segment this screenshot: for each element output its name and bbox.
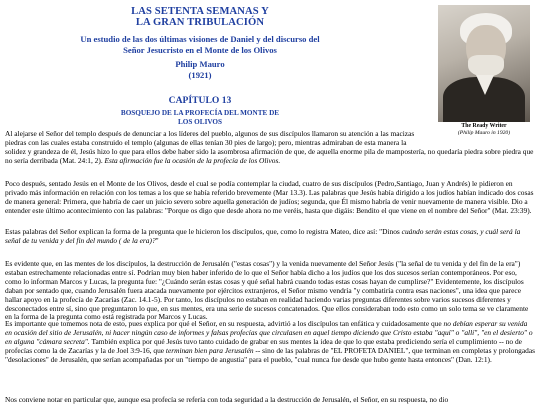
paragraph-1-emphasis: Esta afirmación fue la ocasión de la profecía de los Olivos.	[104, 155, 281, 165]
paragraph-5-emphasis-2: terminan bien para Jerusalén	[165, 345, 254, 355]
paragraph-1-text: Al alejarse el Señor del templo después de denunciar a los líderes del pueblo, algunos de sus discípulos llamaron su atención a las macizas piedras con las cuales estaba construido el templo (algunas de ellas tenían 30 pies de largo); pero, mientras admiraban de esta manera la	[5, 129, 415, 147]
portrait-caption	[438, 123, 530, 136]
paragraph-1-continued-text: solidez y grandeza de él, Jesús hizo lo que para ellos debe haber sido la asombrosa afirmación de que, de aquella enorme pila de mampostería, no quedaría piedra sobre piedra que no sería derribada (Mat. 24:1, 2).	[5, 147, 534, 165]
publication-year: (1921)	[188, 69, 212, 80]
paragraph-3-close: "	[155, 235, 159, 245]
paragraph-5	[5, 320, 535, 365]
paragraph-1	[5, 130, 433, 148]
paragraph-5-text-c: -- sino de las palabras de "EL PROFETA DANIEL", que terminan en completas y prolongadas "desolaciones" de Jerusalén, que serían acompañadas por un "tiempo de angustia" para el pueblo, "cual nunca fue desde que hubo gente hasta entonces" (Dan. 12:1).	[5, 345, 535, 364]
paragraph-3-emphasis: cuándo serán estas cosas, y cuál será la señal de tu venida y del fin del mundo ( de la era)?	[5, 227, 521, 245]
paragraph-2: Poco después, sentado Jesús en el Monte de los Olivos, desde el cual se podía contemplar la ciudad, cuatro de sus discípulos (Pedro,Santiago, Juan y Andrés) le pidieron en privado más información en relación con los temas a los que se había referido brevemente (Mar 13.3). Las palabras que Jesús había dirigido a los judíos habían indicado dos cosas de manera general: Primera, que habría de caer un juicio severo sobre aquella generación de judíos; segunda, que Él mismo habría de venir nuevamente de manera visible. Dio a entender este último acontecimiento con las palabras: "Porque os digo que desde ahora no me veréis, hasta que digáis: Bendito el que viene en el nombre del Señor" (Mat. 23:39).	[5, 179, 534, 215]
paragraph-4: Es evidente que, en las mentes de los discípulos, la destrucción de Jerusalén ("estas cosas") y la venida nuevamente del Señor Jesús ("la señal de tu venida y del fin de la era") estaban estrechamente relacionadas entre sí. Podrían muy bien haber inferido de lo que el Señor había dicho a los judíos que los dos sucesos serían contemporáneos. Por eso, como lo informan Marcos y Lucas, la pregunta fue: "¿Cuándo serán estas cosas y qué señal habrá cuando todas estas cosas hayan de cumplirse?" Evidentemente, los discípulos daban por sentado que, cuando Jerusalén fuera atacada nuevamente por ejércitos extranjeros, el Señor mismo vendría "y combatiría contra esas naciones", una idea que parece hallar apoyo en la profecía de Zacarías (Zac. 14.1-5). Por tanto, los discípulos no estaban en realidad haciendo varias preguntas diferentes sobre varios sucesos diferentes y desconectados entre sí, sino que preguntaron lo que, en sus mentes, era una serie de sucesos concatenados. Que ellos consideraban todo esto como un solo tema se ve claramente en la forma de la pregunta como está registrada por Marcos y Lucas.	[5, 259, 529, 322]
book-title-line-2: LA GRAN TRIBULACIÓN	[135, 17, 265, 28]
book-subtitle: Un estudio de las dos últimas visiones de Daniel y del discurso del Señor Jesucristo en el Monte de los Olivos	[80, 34, 320, 55]
paragraph-5-text-b: También explica por qué Jesús tuvo tanto cuidado de grabar en sus mentes la idea de que lo que estaba prediciendo sería el cumplimiento -- no de profecías como la de Zacarías y la de Joel 3:9-16, que	[5, 336, 522, 355]
author-portrait	[438, 5, 530, 122]
chapter-heading: CAPÍTULO 13	[168, 95, 232, 106]
paragraph-5-emphasis: no debían esperar su venida en ocasión del sitio de Jerusalén, ni hacer ningún caso de informes y falsas profecías que circulasen en aquel tiempo diciendo que Cristo estaba "aquí" o "allí", "en el desierto" o en alguna "cámara secreta".	[5, 319, 533, 346]
paragraph-5-text-a: Es importante que tomemos nota de esto, pues explica por qué el Señor, en su respuesta, advirtió a los discípulos tan enfática y cuidadosamente que	[5, 319, 444, 328]
paragraph-3-text: Estas palabras del Señor explican la forma de la pregunta que le hicieron los discípulos, que, como lo registra Mateo, dice así: "Dinos	[5, 227, 402, 236]
author-name: Philip Mauro	[175, 59, 225, 69]
portrait-beard	[468, 55, 504, 77]
author-block	[0, 59, 400, 80]
chapter-subtitle: BOSQUEJO DE LA PROFECÍA DEL MONTE DE LOS OLIVOS	[120, 109, 280, 126]
paragraph-6: Nos conviene notar en particular que, aunque esa profecía se refería con toda seguridad a la destrucción de Jerusalén, el Señor, en su respuesta, no dio	[5, 395, 449, 404]
book-title-line-1: LAS SETENTA SEMANAS Y	[131, 6, 269, 17]
paragraph-3	[5, 228, 535, 246]
portrait-caption-name: The Ready Writer	[461, 123, 507, 129]
paragraph-1-continued	[5, 148, 535, 166]
portrait-caption-sub: (Philip Mauro in 1920)	[457, 129, 511, 136]
